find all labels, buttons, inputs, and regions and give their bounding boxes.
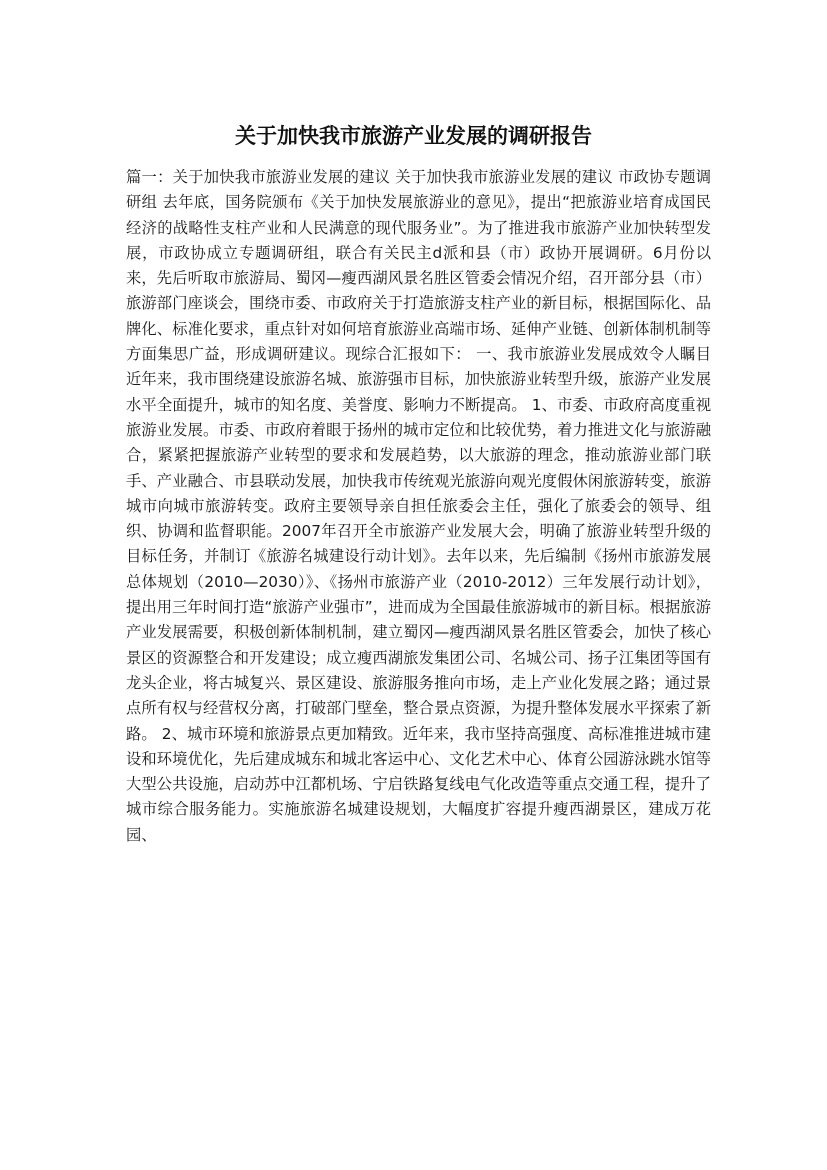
document-title: 关于加快我市旅游产业发展的调研报告: [235, 123, 592, 148]
document-body: 篇一：关于加快我市旅游业发展的建议 关于加快我市旅游业发展的建议 市政协专题调研组 去年底，国务院颁布《关于加快发展旅游业的意见》，提出“把旅游业培育成国民经济的战略性支柱产业和人民满意的现代服务业”。为了推进我市旅游产业加快转型发展，市政协成立专题调研组，联合有关民主d派和县（市）政协开展调研。6月份以来，先后听取市旅游局、蜀冈—瘦西湖风景名胜区管委会情况介绍，召开部分县（市）旅游部门座谈会，围绕市委、市政府关于打造旅游支柱产业的新目标，根据国际化、品牌化、标准化要求，重点针对如何培育旅游业高端市场、延伸产业链、创新体制机制等方面集思广益，形成调研建议。现综合汇报如下： 一、我市旅游业发展成效令人瞩目 近年来，我市围绕建设旅游名城、旅游强市目标，加快旅游业转型升级，旅游产业发展水平全面提升，城市的知名度、美誉度、影响力不断提高。 1、市委、市政府高度重视旅游业发展。市委、市政府着眼于扬州的城市定位和比较优势，着力推进文化与旅游融合，紧紧把握旅游产业转型的要求和发展趋势，以大旅游的理念，推动旅游业部门联手、产业融合、市县联动发展，加快我市传统观光旅游向观光度假休闲旅游转变，旅游城市向城市旅游转变。政府主要领导亲自担任旅委会主任，强化了旅委会的领导、组织、协调和监督职能。2007年召开全市旅游产业发展大会，明确了旅游业转型升级的目标任务，并制订《旅游名城建设行动计划》。去年以来，先后编制《扬州市旅游发展总体规划（2010—2030）》、《扬州市旅游产业（2010-2012）三年发展行动计划》，提出用三年时间打造“旅游产业强市”，进而成为全国最佳旅游城市的新目标。根据旅游产业发展需要，积极创新体制机制，建立蜀冈—瘦西湖风景名胜区管委会，加快了核心景区的资源整合和开发建设；成立瘦西湖旅发集团公司、名城公司、扬子江集团等国有龙头企业，将古城复兴、景区建设、旅游服务推向市场，走上产业化发展之路；通过景点所有权与经营权分离，打破部门壁垒，整合景点资源，为提升整体发展水平探索了新路。 2、城市环境和旅游景点更加精致。近年来，我市坚持高强度、高标准推进城市建设和环境优化，先后建成城东和城北客运中心、文化艺术中心、体育公园游泳跳水馆等大型公共设施，启动苏中江都机场、宁启铁路复线电气化改造等重点交通工程，提升了城市综合服务能力。实施旅游名城建设规划，大幅度扩容提升瘦西湖景区，建成万花园、: [126, 168, 711, 844]
